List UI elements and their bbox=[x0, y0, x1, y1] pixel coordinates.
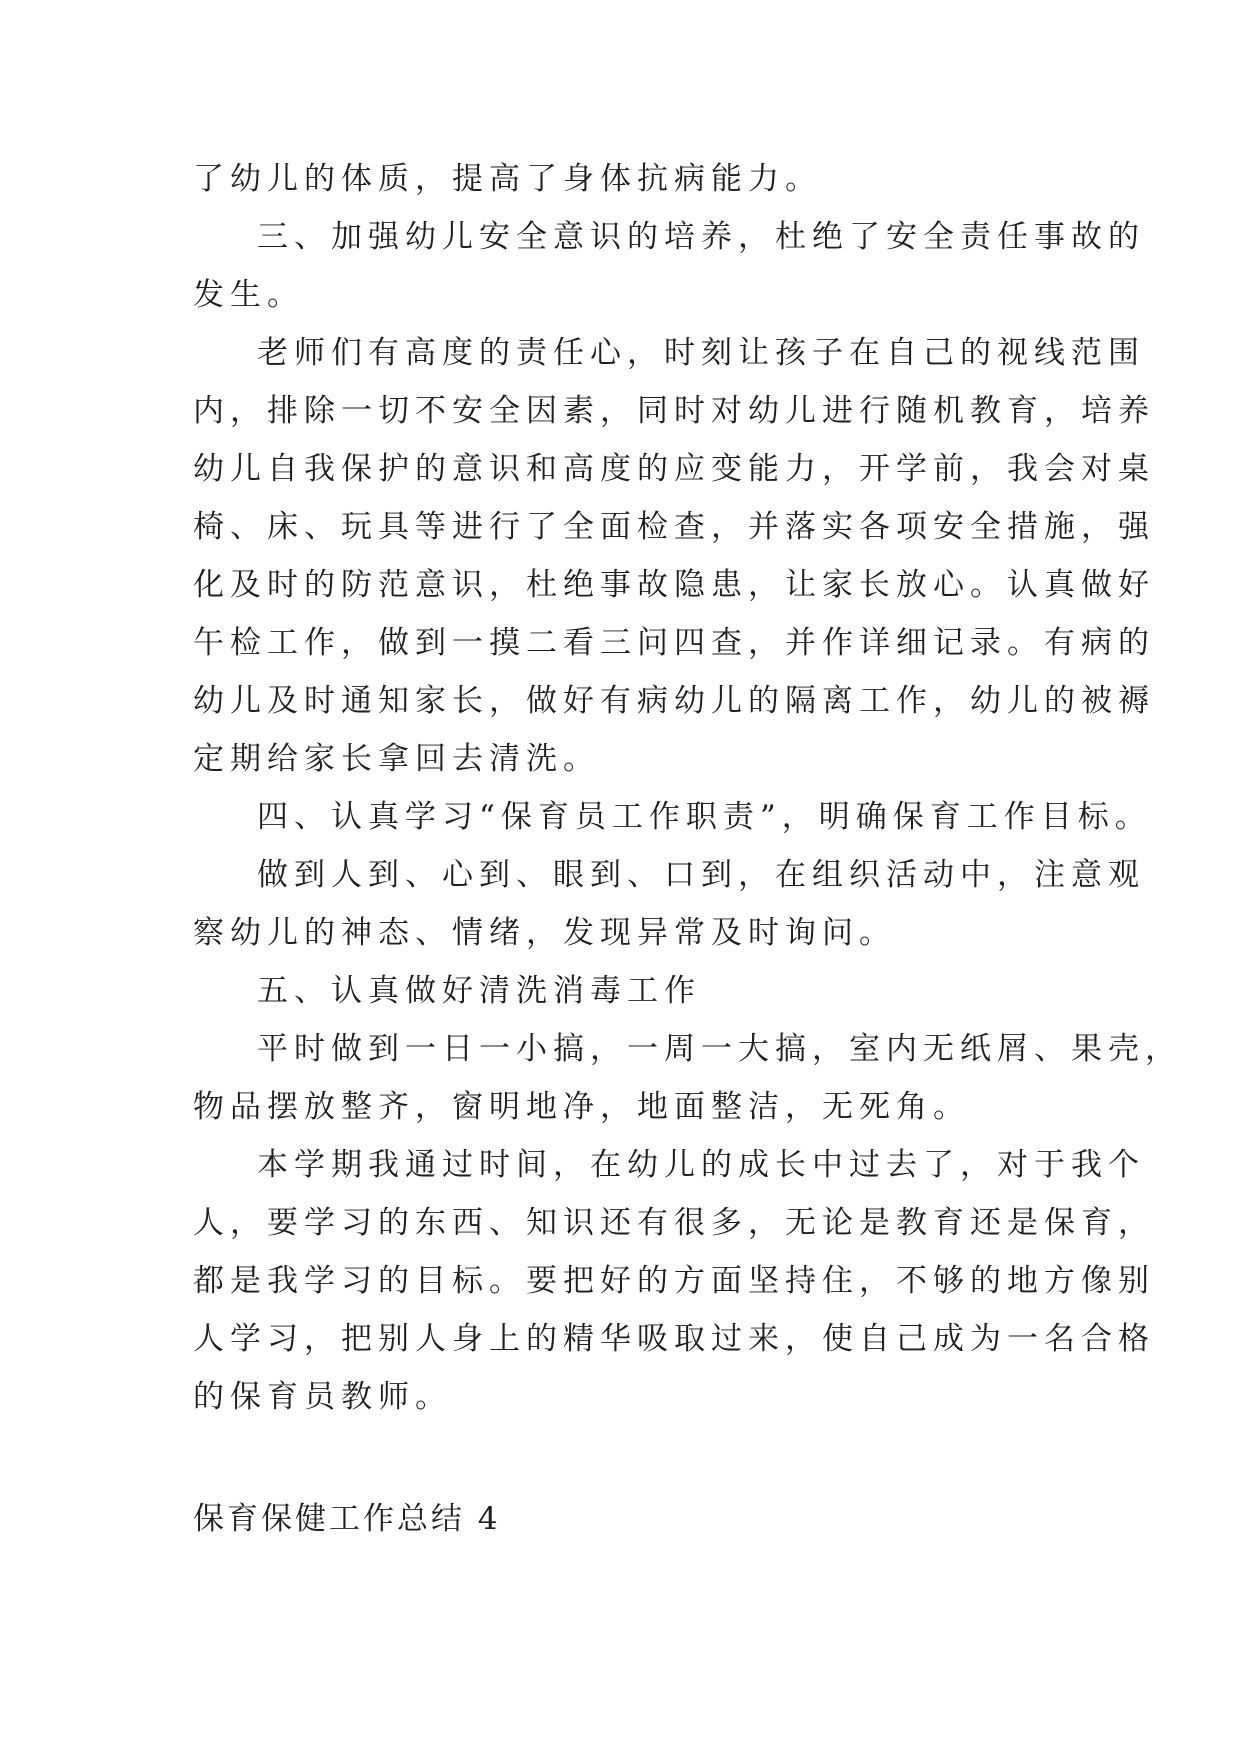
paragraph-line: 椅、床、玩具等进行了全面检查，并落实各项安全措施，强 bbox=[193, 509, 1155, 545]
paragraph-line: 午检工作，做到一摸二看三问四查，并作详细记录。有病的 bbox=[193, 625, 1155, 661]
paragraph-line: 三、加强幼儿安全意识的培养，杜绝了安全责任事故的 bbox=[257, 219, 1145, 255]
paragraph-line: 人，要学习的东西、知识还有很多，无论是教育还是保育， bbox=[193, 1205, 1155, 1241]
paragraph-line: 化及时的防范意识，杜绝事故隐患，让家长放心。认真做好 bbox=[193, 567, 1155, 603]
paragraph-line: 都是我学习的目标。要把好的方面坚持住，不够的地方像别 bbox=[193, 1263, 1155, 1299]
paragraph-line: 幼儿自我保护的意识和高度的应变能力，开学前，我会对桌 bbox=[193, 451, 1155, 487]
paragraph-line: 的保育员教师。 bbox=[193, 1379, 452, 1415]
paragraph-line: 老师们有高度的责任心，时刻让孩子在自己的视线范围 bbox=[257, 335, 1145, 371]
paragraph-line: 四、认真学习“保育员工作职责”，明确保育工作目标。 bbox=[257, 799, 1152, 835]
paragraph-line: 人学习，把别人身上的精华吸取过来，使自己成为一名合格 bbox=[193, 1321, 1155, 1357]
paragraph-line: 平时做到一日一小搞，一周一大搞，室内无纸屑、果壳， bbox=[257, 1031, 1182, 1067]
paragraph-line: 察幼儿的神态、情绪，发现异常及时询问。 bbox=[193, 915, 896, 951]
section-title: 保育保健工作总结 4 bbox=[193, 1501, 501, 1537]
paragraph-line: 五、认真做好清洗消毒工作 bbox=[257, 973, 701, 1009]
paragraph-line: 本学期我通过时间，在幼儿的成长中过去了，对于我个 bbox=[257, 1147, 1145, 1183]
paragraph-line: 发生。 bbox=[193, 277, 304, 313]
paragraph-line: 做到人到、心到、眼到、口到，在组织活动中，注意观 bbox=[257, 857, 1145, 893]
paragraph-line: 定期给家长拿回去清洗。 bbox=[193, 741, 600, 777]
paragraph-line: 内，排除一切不安全因素，同时对幼儿进行随机教育，培养 bbox=[193, 393, 1155, 429]
paragraph-line: 物品摆放整齐，窗明地净，地面整洁，无死角。 bbox=[193, 1089, 970, 1125]
body-text bbox=[193, 150, 1182, 1426]
paragraph-line: 幼儿及时通知家长，做好有病幼儿的隔离工作，幼儿的被褥 bbox=[193, 683, 1155, 719]
paragraph-line: 了幼儿的体质，提高了身体抗病能力。 bbox=[193, 161, 822, 197]
